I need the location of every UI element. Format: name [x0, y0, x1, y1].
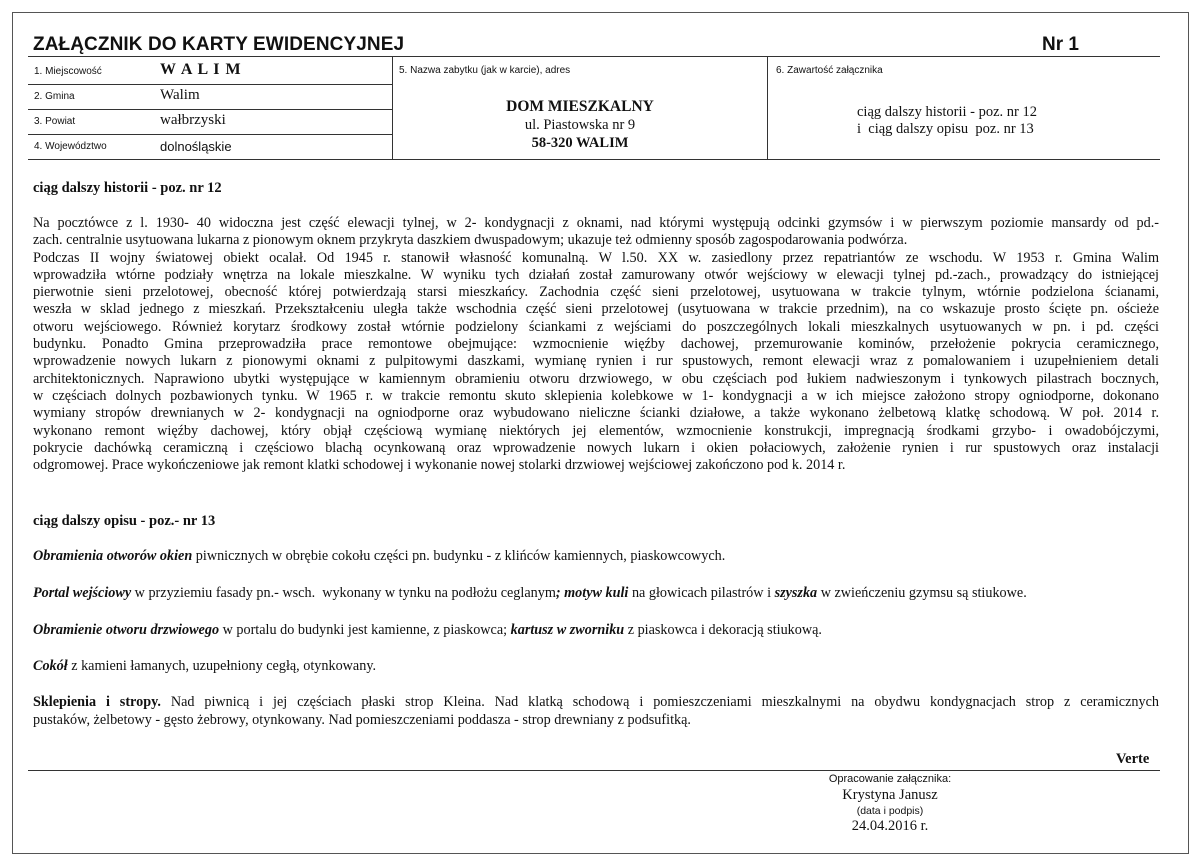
- history-line: wprowadzenie nowych lukarn z pionowymi oknami z pulpitowymi daszkami, wymianę rynien i rur spustowych, remont elewacji wraz z pomalowaniem i uzupełnieniem detali: [33, 353, 1159, 370]
- paragraph-text: z piaskowca i dekoracją stiukową.: [624, 622, 822, 638]
- history-line: w częściach dolnych pozbawionych tynku. W 1965 r. w trakcie remontu skuto sklepienia kolebkowe w 1- kondygnacji a w ich miejsce założono stropy ogniodporne, dokonano: [33, 387, 1159, 404]
- history-heading: ciąg dalszy historii - poz. nr 12: [33, 180, 222, 196]
- history-line: weszła w sklad jednego z mieszkań. Przekształceniu uległa także wschodnia część sieni przelotowej (usytuowana w trakcie przednim), na co wskazuje prosto ścięte pn. ościeże: [33, 301, 1159, 318]
- zabytek-city: 58-320 WALIM: [531, 135, 629, 151]
- paragraph-text: Nad piwnicą i jej częściach płaski strop Kleina. Nad klatką schodową i pomieszczeniami mieszkalnymi na obydwu kondygnacjach strop z ceramicznych: [160, 694, 1159, 710]
- history-line: odgromowej. Prace wykończeniowe jak remont klatki schodowej i wykonanie nowej stolarki drzwiowej wejściowej zakończono pod k. 2014 r.: [33, 457, 846, 474]
- prepared-label: Opracowanie załącznika:: [828, 773, 952, 785]
- powiat-value: wałbrzyski: [160, 112, 226, 128]
- history-line: budynku. Ponadto Gmina przeprowadziła prace remontowe obejmujące: wzmocnienie więźby dachowej, przemurowanie kominów, przełożenie pokrycia ceramicznego,: [33, 336, 1159, 353]
- history-line: otworu wejściowego. Również korytarz środkowy został wtórnie podzielony ściankami z wejściami do poszczególnych lokali mieszkalnych usytuowanych w pn. i pd. części: [33, 318, 1159, 335]
- wojewodztwo-label: 4. Województwo: [34, 141, 107, 152]
- description-heading: ciąg dalszy opisu - poz.- nr 13: [33, 513, 216, 529]
- miejscowosc-label: 1. Miejscowość: [34, 66, 102, 77]
- description-paragraph-windows: [33, 548, 725, 566]
- zawartosc-line-2: i ciąg dalszy opisu poz. nr 13: [857, 121, 1034, 137]
- history-line: Podczas II wojny światowej obiekt ocalał. Od 1945 r. stanowił własność komunalną. W l.50. XX w. zasiedlony przez repatriantów ze wschodu. W 1953 r. Gmina Walim: [33, 249, 1159, 266]
- wojewodztwo-value: dolnośląskie: [160, 139, 232, 154]
- history-line: pokrycie dachówką ceramiczną i częściowo blachą ocynkowaną oraz wprowadzenie nowych lukarn i okien połaciowych, założenie rynien i rur spustowych oraz instalacji: [33, 439, 1159, 456]
- term-obramienia-okien: Obramienia otworów okien: [33, 548, 193, 564]
- table-row-rule: [28, 134, 392, 135]
- footer-rule: [28, 770, 1160, 771]
- vaults-line-2: pustaków, żelbetowy - gęsto żebrowy, otynkowany. Nad pomieszczeniami poddasza - strop drewniany z podsufitką.: [33, 711, 691, 728]
- powiat-label: 3. Powiat: [34, 116, 76, 127]
- term-motyw-kuli: ; motyw kuli: [555, 585, 629, 601]
- table-bottom-rule: [28, 159, 1160, 160]
- gmina-label: 2. Gmina: [34, 91, 75, 102]
- author-name: Krystyna Janusz: [842, 787, 938, 803]
- history-line: wymiany stropów drewnianych w 2- kondygnacji na ogniodporne oraz wybudowano nieliczne ścianki działowe, a także wykonano żelbetową klatkę schodową. W poł. 2014 r.: [33, 405, 1159, 422]
- term-szyszka: szyszka: [774, 585, 818, 601]
- document-number: Nr 1: [1042, 34, 1079, 55]
- paragraph-text: na głowicach pilastrów i: [628, 585, 775, 601]
- paragraph-text: w portalu do budynki jest kamienne, z piaskowca;: [219, 622, 511, 638]
- zabytek-street: ul. Piastowska nr 9: [524, 117, 636, 133]
- history-line: wykonano remont więźby dachowej, który objął częściową wymianę niektórych jej elementów, wzmocnienie konstrukcji, impregnacją środkami grzybo- i owadobójczymi,: [33, 422, 1159, 439]
- paragraph-text: w zwieńczeniu gzymsu są stiukowe.: [817, 585, 1027, 601]
- document-date: 24.04.2016 r.: [851, 818, 929, 834]
- table-column-divider: [767, 56, 768, 159]
- description-paragraph-portal: [33, 585, 1027, 603]
- term-cokol: Cokół: [33, 658, 68, 674]
- history-line: architektonicznych. Naprawiono ubytki występujące w kamiennym obramieniu otworu drzwiowego, w obu częściach pod łukiem nadwieszonym i tynkowych pilastrach bocznych,: [33, 370, 1159, 387]
- term-kartusz: kartusz w zworniku: [510, 622, 625, 638]
- term-portal: Portal wejściowy: [33, 585, 132, 601]
- verte-label: Verte: [1116, 751, 1150, 767]
- description-paragraph-plinth: [33, 658, 376, 676]
- zabytek-label: 5. Nazwa zabytku (jak w karcie), adres: [399, 65, 571, 76]
- history-body: [33, 215, 1159, 474]
- table-row-rule: [28, 109, 392, 110]
- history-line: pierwotnie sieni przelotowej, obecność której potwierdzają starsi mieszkańcy. Zachodnia część sieni przelotowej, usytuowana w trakcie tylnym, wtórnie podzielona ścianami,: [33, 284, 1159, 301]
- table-row-rule: [28, 84, 392, 85]
- paragraph-text: piwnicznych w obrębie cokołu części pn. budynku - z klińców kamiennych, piaskowcowych.: [192, 548, 726, 564]
- miejscowosc-value: W A L I M: [160, 61, 242, 78]
- history-line: Na pocztówce z l. 1930- 40 widoczna jest część elewacji tylnej, w 2- kondygnacji z oknami, nad którymi występują odcinki gzymsów i w pierwszym poziomie mansardy od pd.-: [33, 215, 1159, 231]
- term-sklepienia: Sklepienia i stropy.: [33, 694, 161, 710]
- paragraph-text: w przyziemiu fasady pn.- wsch. wykonany w tynku na podłożu ceglanym: [131, 585, 556, 601]
- term-obramienie-drzwi: Obramienie otworu drzwiowego: [33, 622, 220, 638]
- zawartosc-label: 6. Zawartość załącznika: [776, 65, 883, 76]
- table-top-rule: [28, 56, 1160, 57]
- paragraph-text: z kamieni łamanych, uzupełniony cegłą, otynkowany.: [67, 658, 377, 674]
- history-line: wprowadziła wtórne podziały wnętrza na lokale mieszkalne. W wyniku tych działań został zamurowany otwór wejściowy w elewacji tylnej pd.-zach., prowadzący do istniejącej: [33, 266, 1159, 283]
- description-paragraph-vaults: [33, 694, 1159, 729]
- zawartosc-line-1: ciąg dalszy historii - poz. nr 12: [857, 104, 1037, 120]
- vaults-line-1: [33, 694, 1159, 712]
- date-signature-label: (data i podpis): [856, 805, 924, 817]
- history-line: zach. centralnie usytuowana lukarna z pionowym oknem przykryta daszkiem dwuspadowym; ukazuje też odmienny sposób zagospodarowania podwórza.: [33, 232, 908, 249]
- gmina-value: Walim: [160, 87, 200, 103]
- document-title: ZAŁĄCZNIK DO KARTY EWIDENCYJNEJ: [33, 34, 405, 55]
- description-paragraph-door: [33, 622, 822, 640]
- zabytek-name: DOM MIESZKALNY: [506, 98, 654, 115]
